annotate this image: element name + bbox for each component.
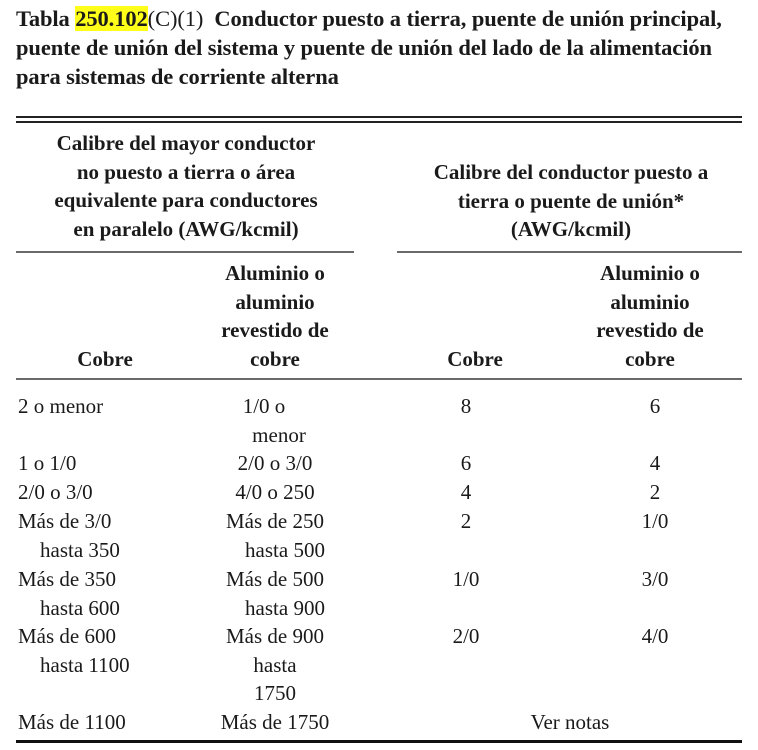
cell-line: menor [252, 422, 306, 447]
header-line: Aluminio o [225, 261, 325, 285]
group-header-grounded-conductor [396, 158, 746, 244]
cell-aluminum-ungrounded [200, 708, 350, 737]
cell-aluminum-ungrounded [200, 622, 350, 708]
header-line: cobre [625, 346, 675, 371]
title-prefix: Tabla [16, 6, 76, 31]
header-line: Calibre del conductor puesto a [433, 160, 709, 184]
cell-line: 1 o 1/0 [18, 451, 77, 475]
cell-copper-grounded: 6 [460, 451, 472, 475]
cell-line: 1750 [254, 681, 296, 705]
cell-see-notes: Ver notas [530, 710, 610, 734]
column-header-copper-1 [60, 345, 150, 374]
header-line: aluminio [235, 289, 315, 314]
cell-copper-ungrounded [18, 478, 93, 507]
cell-copper-ungrounded [18, 392, 103, 421]
header-line: en paralelo (AWG/kcmil) [73, 216, 299, 241]
cell-line: hasta 350 [40, 537, 120, 562]
cell-aluminum-ungrounded [200, 478, 350, 507]
cell-line: 4/0 o 250 [235, 480, 315, 504]
cell-line: Más de 500 [226, 567, 324, 591]
cell-line: 2/0 o 3/0 [18, 480, 93, 504]
header-rule [16, 378, 742, 380]
cell-line: 2 o menor [18, 394, 104, 418]
cell-line: Más de 1100 [18, 710, 126, 734]
cell-line: hasta 600 [40, 595, 120, 620]
cell-aluminum-grounded: 6 [649, 394, 661, 418]
cell-aluminum-ungrounded [200, 507, 350, 564]
header-line: no puesto a tierra o área [76, 159, 296, 184]
header-line: revestido de [221, 318, 329, 342]
cell-line: hasta 900 [245, 595, 325, 620]
cell-aluminum-grounded: 4/0 [641, 624, 669, 648]
cell-line: 1/0 o [242, 394, 286, 418]
table-number-highlight: 250.102 [75, 6, 148, 31]
table-title [16, 4, 756, 91]
cell-line: hasta [253, 652, 297, 677]
top-rule-2 [16, 121, 742, 123]
bottom-rule [16, 740, 742, 743]
cell-aluminum-grounded: 2 [649, 480, 661, 504]
table-section-ref: (C)(1) [147, 6, 204, 31]
header-line: Cobre [77, 347, 133, 371]
table-caption: Conductor puesto a tierra, puente de unión principal, puente de unión del sistema y puente de unión del lado de la alimentación para sistemas de corriente alterna [16, 6, 728, 89]
cell-line: Más de 900 [226, 624, 324, 648]
cell-aluminum-grounded: 3/0 [641, 567, 669, 591]
header-line: cobre [250, 346, 300, 371]
header-line: Aluminio o [600, 261, 700, 285]
cell-aluminum-ungrounded [200, 392, 350, 449]
cell-line: Más de 350 [18, 567, 116, 591]
cell-copper-ungrounded [18, 708, 126, 737]
cell-line: hasta 1100 [40, 652, 130, 677]
group-rule-left [16, 251, 354, 253]
group-header-ungrounded-conductor [16, 129, 356, 243]
cell-aluminum-grounded: 4 [649, 451, 661, 475]
cell-copper-ungrounded [18, 622, 130, 679]
header-line: Cobre [447, 347, 503, 371]
header-line: equivalente para conductores [54, 188, 318, 212]
cell-copper-ungrounded [18, 507, 120, 564]
cell-copper-ungrounded [18, 449, 76, 478]
header-line: Calibre del mayor conductor [56, 131, 316, 155]
cell-copper-grounded: 1/0 [452, 567, 480, 591]
group-rule-right [397, 251, 742, 253]
cell-line: 2/0 o 3/0 [237, 451, 313, 475]
cell-line: hasta 500 [245, 537, 325, 562]
cell-line: Más de 600 [18, 624, 116, 648]
cell-copper-grounded: 8 [460, 394, 472, 418]
header-line: aluminio [610, 289, 690, 314]
cell-line: Más de 250 [226, 509, 324, 533]
header-line: revestido de [596, 318, 704, 342]
column-header-aluminum-2 [570, 259, 730, 373]
top-rule-1 [16, 116, 742, 118]
cell-copper-ungrounded [18, 565, 120, 622]
header-line: (AWG/kcmil) [510, 217, 632, 241]
cell-line: Más de 1750 [220, 710, 330, 734]
cell-copper-grounded: 2 [460, 509, 472, 533]
cell-aluminum-ungrounded [200, 449, 350, 478]
column-header-aluminum-1 [195, 259, 355, 373]
cell-aluminum-ungrounded [200, 565, 350, 622]
cell-copper-grounded: 2/0 [452, 624, 480, 648]
cell-copper-grounded: 4 [460, 480, 472, 504]
column-header-copper-2 [430, 345, 520, 374]
header-line: tierra o puente de unión* [457, 188, 685, 213]
cell-aluminum-grounded: 1/0 [641, 509, 669, 533]
cell-line: Más de 3/0 [18, 509, 112, 533]
